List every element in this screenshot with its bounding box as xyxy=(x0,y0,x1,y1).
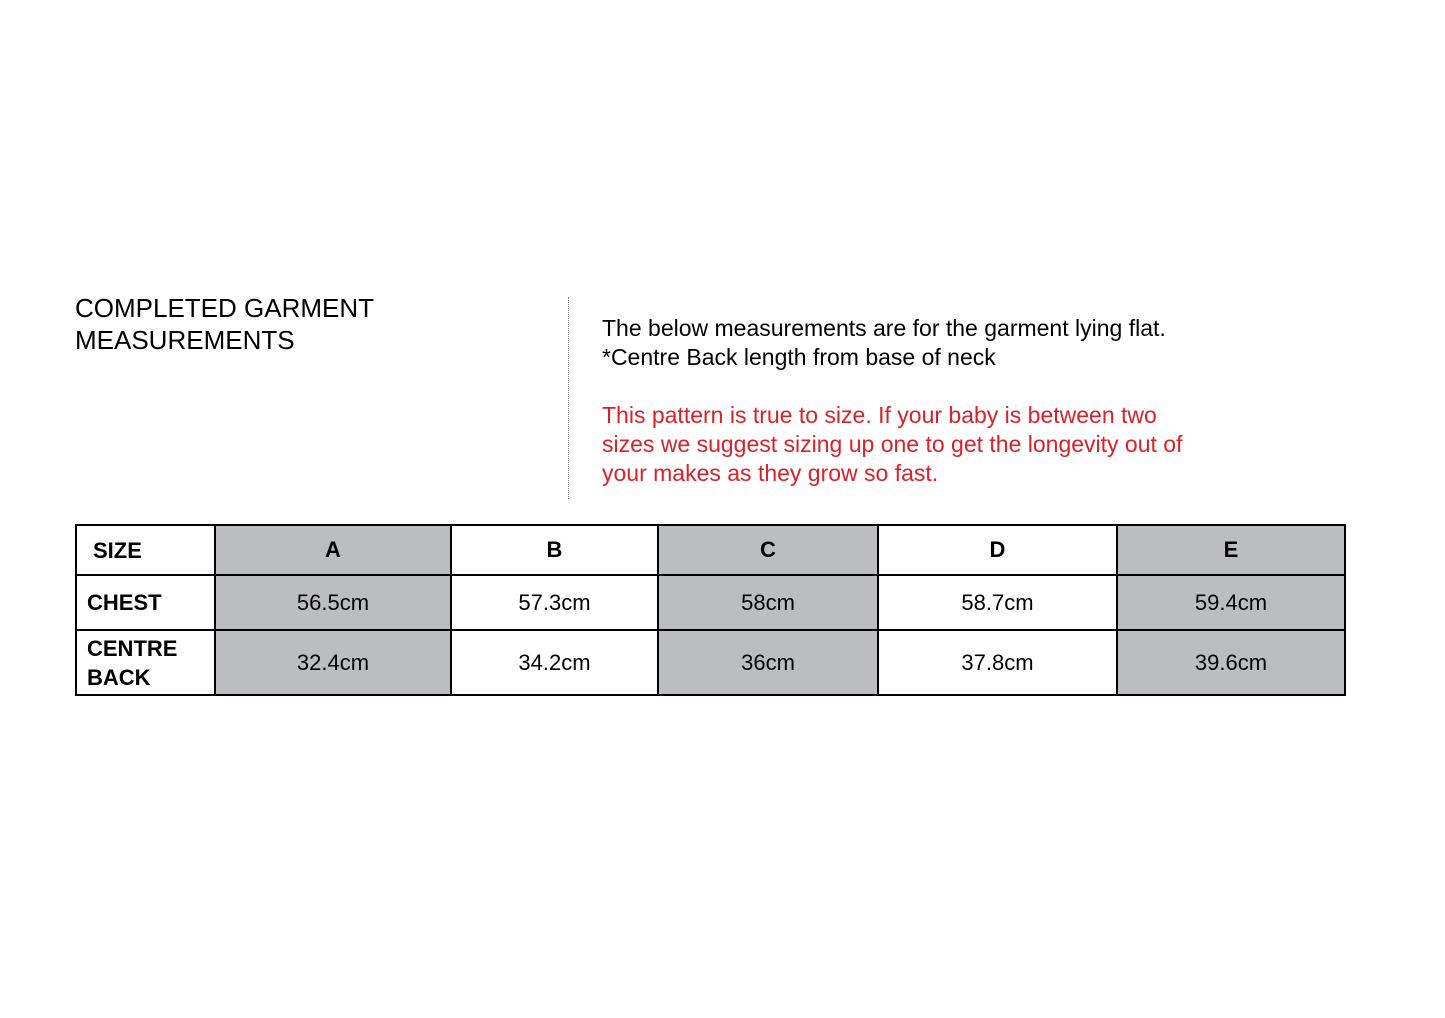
size-a-header: A xyxy=(215,525,451,575)
size-c-header: C xyxy=(658,525,878,575)
centre-back-size-a: 32.4cm xyxy=(215,630,451,695)
chest-size-a: 56.5cm xyxy=(215,575,451,630)
size-header: SIZE xyxy=(76,525,215,575)
centre-back-size-d: 37.8cm xyxy=(878,630,1117,695)
centre-back-size-b: 34.2cm xyxy=(451,630,658,695)
note-lying-flat: The below measurements are for the garment lying flat. xyxy=(602,315,1166,341)
sizing-advice-line-3: your makes as they grow so fast. xyxy=(602,460,939,486)
centre-back-label-line-1: CENTRE xyxy=(87,635,178,661)
sizing-advice-line-1: This pattern is true to size. If your baby is between two xyxy=(602,402,1157,428)
page-title-line-2: MEASUREMENTS xyxy=(75,325,295,355)
sizing-advice xyxy=(602,401,1322,488)
chest-size-c: 58cm xyxy=(658,575,878,630)
chest-row-label: CHEST xyxy=(76,575,215,630)
centre-back-label-line-2: BACK xyxy=(87,664,151,690)
table-row-chest xyxy=(76,575,1345,630)
centre-back-size-e: 39.6cm xyxy=(1117,630,1345,695)
chest-size-d: 58.7cm xyxy=(878,575,1117,630)
measurements-table xyxy=(75,524,1346,696)
table-header-row xyxy=(76,525,1345,575)
size-e-header: E xyxy=(1117,525,1345,575)
table-row-centre-back xyxy=(76,630,1345,695)
note-centre-back: *Centre Back length from base of neck xyxy=(602,344,996,370)
chest-size-b: 57.3cm xyxy=(451,575,658,630)
dotted-divider xyxy=(568,297,569,499)
chest-size-e: 59.4cm xyxy=(1117,575,1345,630)
sizing-advice-line-2: sizes we suggest sizing up one to get the longevity out of xyxy=(602,431,1183,457)
size-b-header: B xyxy=(451,525,658,575)
centre-back-row-label xyxy=(76,630,215,695)
size-d-header: D xyxy=(878,525,1117,575)
centre-back-size-c: 36cm xyxy=(658,630,878,695)
page-title-line-1: COMPLETED GARMENT xyxy=(75,293,375,323)
page-title xyxy=(75,292,495,356)
measurement-notes xyxy=(602,314,1322,488)
